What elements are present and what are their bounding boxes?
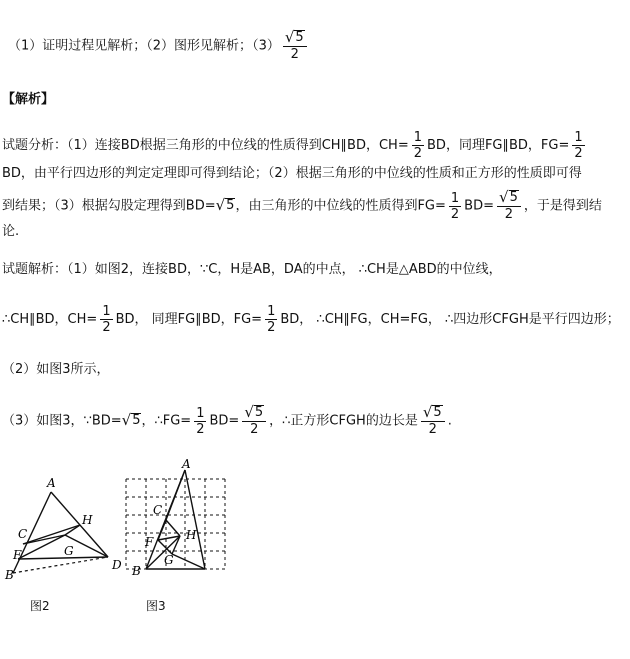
answer-part3-label: （3） xyxy=(252,38,280,54)
fig2-label-a: A xyxy=(47,476,56,490)
fig2-label-b: B xyxy=(5,568,14,582)
fig3-label-c: C xyxy=(153,503,163,517)
analysis-line-2: BD，由平行四边形的判定定理即可得到结论；（2）根据三角形的中位线的性质和正方形的性质即可得 xyxy=(2,166,582,181)
fig2-label-g: G xyxy=(64,544,74,558)
figure-2-caption: 图2 xyxy=(30,599,50,613)
figure-3 xyxy=(120,458,240,588)
solution-line-1: 试题解析：（1）如图2，连接BD，∵C，H是AB，DA的中点， ∴CH是△ABD的中位线， xyxy=(2,262,502,277)
fig3-label-h: H xyxy=(186,528,197,542)
fig3-label-b: B xyxy=(132,564,141,578)
analysis-line-1: 试题分析：（1）连接BD根据三角形的中位线的性质得到CH∥BD，CH= $\frac{1}{2}$ BD，同理FG∥BD，FG= $\frac{1}{2}$ xyxy=(2,130,583,161)
analysis-line-4: 论. xyxy=(2,224,20,239)
fig3-label-g: G xyxy=(164,553,174,567)
answer-fraction: √ 5 2 xyxy=(283,30,307,62)
solution-line-2: ∴CH∥BD，CH= $\frac{1}{2}$ BD， 同理FG∥BD，FG= $\frac{1}{2}$ BD， ∴CH∥FG，CH=FG， ∴四边形CFGH是平行四边形； xyxy=(2,304,620,335)
answer-line xyxy=(8,30,310,62)
fig2-label-h: H xyxy=(82,513,93,527)
fig2-label-d: D xyxy=(112,558,122,572)
figure-2 xyxy=(0,475,140,595)
analysis-line-3: 到结果；（3）根据勾股定理得到BD= √ 5 ，由三角形的中位线的性质得到FG= $\frac{1}{2}$ BD= √ 5 2 ，于是得到结 xyxy=(2,188,602,222)
solution-line-3: （2）如图3所示， xyxy=(2,362,110,377)
fig2-label-f: F xyxy=(13,548,22,562)
answer-part2: （2）图形见解析； xyxy=(146,38,253,54)
answer-part1: （1）证明过程见解析； xyxy=(8,38,147,54)
fig3-label-a: A xyxy=(182,458,191,471)
figure-3-caption: 图3 xyxy=(146,599,166,613)
section-title: 【解析】 xyxy=(2,92,55,107)
fig2-label-c: C xyxy=(18,527,28,541)
fig3-label-f: F xyxy=(145,535,154,549)
solution-line-4: （3）如图3，∵BD= √ 5 ，∴FG= $\frac{1}{2}$ BD= √ 5 2 ，∴正方形CFGH的边长是 √ 5 2 . xyxy=(2,403,452,437)
